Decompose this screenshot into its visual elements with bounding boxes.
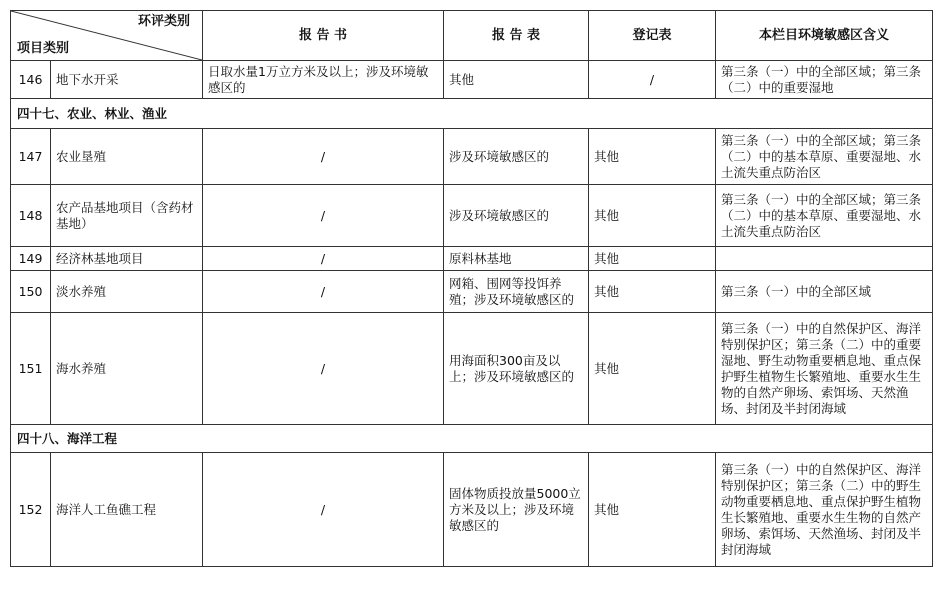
project-name: 经济林基地项目 xyxy=(51,247,203,271)
row-number: 151 xyxy=(11,313,51,425)
project-name: 海洋人工鱼礁工程 xyxy=(51,453,203,567)
table-row xyxy=(11,313,933,425)
row-number: 148 xyxy=(11,185,51,247)
sensitive-area-meaning: 第三条（一）中的全部区域；第三条（二）中的基本草原、重要湿地、水土流失重点防治区 xyxy=(716,185,933,247)
row-number: 150 xyxy=(11,271,51,313)
registration-criteria: / xyxy=(589,61,716,99)
table-row xyxy=(11,271,933,313)
row-number: 149 xyxy=(11,247,51,271)
sensitive-area-meaning: 第三条（一）中的自然保护区、海洋特别保护区；第三条（二）中的野生动物重要栖息地、重点保护野生植物生长繁殖地、重要水生生物的自然产卵场、索饵场、天然渔场、封闭及半封闭海域 xyxy=(716,453,933,567)
report-book-criteria: / xyxy=(203,313,444,425)
table-row xyxy=(11,129,933,185)
project-name: 地下水开采 xyxy=(51,61,203,99)
header-row xyxy=(11,11,933,61)
sensitive-area-meaning: 第三条（一）中的全部区域；第三条（二）中的重要湿地 xyxy=(716,61,933,99)
report-book-criteria: / xyxy=(203,247,444,271)
report-book-criteria: / xyxy=(203,453,444,567)
registration-criteria: 其他 xyxy=(589,271,716,313)
table-row xyxy=(11,61,933,99)
section-row xyxy=(11,425,933,453)
sensitive-area-meaning xyxy=(716,247,933,271)
registration-form-header: 登记表 xyxy=(589,11,716,61)
report-book-criteria: / xyxy=(203,271,444,313)
row-number: 146 xyxy=(11,61,51,99)
eia-classification-table xyxy=(10,10,933,567)
project-name: 淡水养殖 xyxy=(51,271,203,313)
table-row xyxy=(11,247,933,271)
registration-criteria: 其他 xyxy=(589,453,716,567)
registration-criteria: 其他 xyxy=(589,129,716,185)
sensitive-area-meaning: 第三条（一）中的全部区域；第三条（二）中的基本草原、重要湿地、水土流失重点防治区 xyxy=(716,129,933,185)
report-form-criteria: 涉及环境敏感区的 xyxy=(444,129,589,185)
table-row xyxy=(11,453,933,567)
report-form-criteria: 原料林基地 xyxy=(444,247,589,271)
report-form-criteria: 用海面积300亩及以上；涉及环境敏感区的 xyxy=(444,313,589,425)
registration-criteria: 其他 xyxy=(589,247,716,271)
report-form-criteria: 涉及环境敏感区的 xyxy=(444,185,589,247)
registration-criteria: 其他 xyxy=(589,313,716,425)
row-number: 147 xyxy=(11,129,51,185)
project-category-label: 项目类别 xyxy=(17,41,70,56)
report-form-criteria: 其他 xyxy=(444,61,589,99)
section-title: 四十七、农业、林业、渔业 xyxy=(11,99,933,129)
section-row xyxy=(11,99,933,129)
report-book-criteria: / xyxy=(203,129,444,185)
eia-category-label: 环评类别 xyxy=(137,14,190,29)
report-book-criteria: 日取水量1万立方米及以上；涉及环境敏感区的 xyxy=(203,61,444,99)
sensitive-area-meaning-header: 本栏目环境敏感区含义 xyxy=(716,11,933,61)
report-form-criteria: 固体物质投放量5000立方米及以上；涉及环境敏感区的 xyxy=(444,453,589,567)
registration-criteria: 其他 xyxy=(589,185,716,247)
row-number: 152 xyxy=(11,453,51,567)
project-name: 农业垦殖 xyxy=(51,129,203,185)
sensitive-area-meaning: 第三条（一）中的全部区域 xyxy=(716,271,933,313)
report-form-header: 报 告 表 xyxy=(444,11,589,61)
report-book-criteria: / xyxy=(203,185,444,247)
report-book-header: 报 告 书 xyxy=(203,11,444,61)
diagonal-header-cell xyxy=(11,11,203,61)
table-row xyxy=(11,185,933,247)
project-name: 农产品基地项目（含药材基地） xyxy=(51,185,203,247)
section-title: 四十八、海洋工程 xyxy=(11,425,933,453)
project-name: 海水养殖 xyxy=(51,313,203,425)
report-form-criteria: 网箱、围网等投饵养殖；涉及环境敏感区的 xyxy=(444,271,589,313)
sensitive-area-meaning: 第三条（一）中的自然保护区、海洋特别保护区；第三条（二）中的重要湿地、野生动物重要栖息地、重点保护野生植物生长繁殖地、重要水生生物的自然产卵场、索饵场、天然渔场、封闭及半封闭海域 xyxy=(716,313,933,425)
